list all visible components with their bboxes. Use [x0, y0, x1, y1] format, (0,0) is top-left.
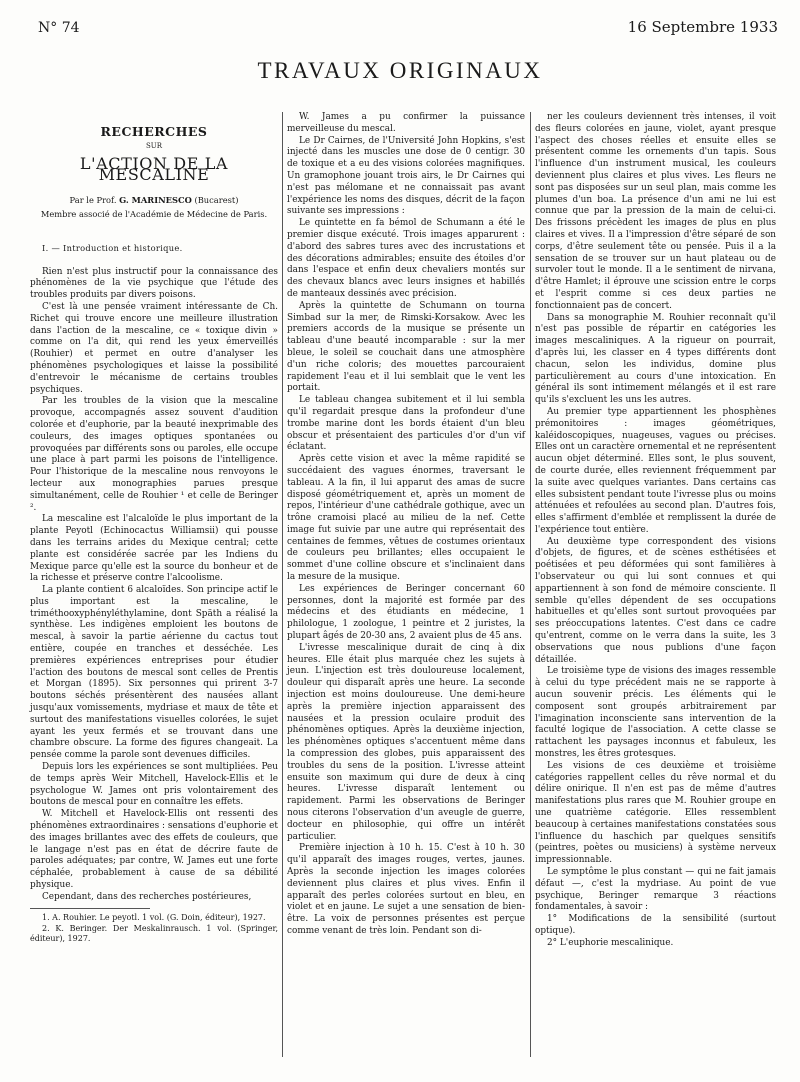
- article-title: L'ACTION DE LA MESCALINE: [79, 153, 229, 185]
- author-name: G. MARINESCO: [119, 195, 192, 206]
- col2-paras-item: Le tableau changea subitement et il lui sembla qu'il regardait presque dans la profondeur d'une trombe marine dont les bords étaient d'un bleu obscur et présentaient des particules d'or d'un vif éclatant.: [287, 395, 525, 453]
- col1-paras-item: W. Mitchell et Havelock-Ellis ont ressenti des phénomènes extraordinaires : sensations d'euphorie et des images brillantes avec des effets de couleurs, que le langage n'est pas en état de décrire faute de paroles adéquates; par contre, W. James eut une forte céphalée, probablement à cause de sa débilité physique.: [30, 809, 278, 891]
- col3-paras-item: Le troisième type de visions des images ressemble à celui du type précédent mais ne se rapporte à aucun souvenir précis. Les éléments qui le composent sont groupés arbitrairement par l'imagination inconsciente sans intervention de la faculté logique de l'association. A cette classe se rattachent les paysages inconnus et fabuleux, les monstres, les êtres grotesques.: [535, 666, 776, 760]
- col2-paras-item: Le quintette en fa bémol de Schumann a été le premier disque exécuté. Trois images apparurent : d'abord des sabres tures avec des incrustations et des décorations admirables; ensuite des étoiles d'or dans l'espace et enfin deux chevaliers montés sur des chevaux blancs avec leurs insignes et habillés de manteaux dessinés avec précision.: [287, 218, 525, 299]
- col1-paras-item: Cependant, dans des recherches postérieures,: [42, 891, 252, 902]
- footnotes-item: 2. K. Beringer. Der Meskalinrausch. 1 vol. (Springer, éditeur), 1927.: [30, 923, 278, 943]
- column-2-paragraphs: [287, 112, 525, 938]
- issue-date: 16 Septembre 1933: [627, 18, 778, 36]
- footnotes-item: 1. A. Rouhier. Le peyotl. 1 vol. (G. Doin, éditeur), 1927.: [42, 913, 266, 922]
- column-rule-2: [530, 112, 531, 1057]
- col1-paras-item: Depuis lors les expériences se sont multipliées. Peu de temps après Weir Mitchell, Havelock-Ellis et le psychologue W. James ont pris volontairement des boutons de mescal pour en connaître les effets.: [30, 762, 278, 808]
- col1-paras-item: Par les troubles de la vision que la mescaline provoque, accompagnés assez souvent d'audition colorée et d'euphorie, par la beauté inexprimable des couleurs, des images optiques spontanées ou provoquées par différents sons ou paroles, elle occupe une place à part parmi les poisons de l'intelligence. Pour l'historique de la mescaline nous renvoyons le lecteur aux monographies parues presque simultanément, celle de Rouhier ¹ et celle de Beringer ².: [30, 396, 278, 513]
- col3-paras-item: 2° L'euphorie mescalinique.: [547, 937, 674, 948]
- col2-paras-item: Après cette vision et avec la même rapidité se succédaient des vagues énormes, traversant le tableau. A la fin, il lui apparut des amas de sucre disposé géométriquement et, après un moment de repos, l'intérieur d'une cathédrale gothique, avec un trône cramoisi placé au milieu de la nef. Cette image fut suivie par une autre qui représentait des centaines de femmes, vêtues de costumes orientaux de couleurs peu brillantes; elles occupaient le sommet d'une colline obscure et s'inclinaient dans la mesure de la musique.: [287, 454, 525, 583]
- col2-paras-item: Après la quintette de Schumann on tourna Simbad sur la mer, de Rimski-Korsakow. Avec les premiers accords de la musique se présente un tableau d'une beauté incomparable : sur la mer bleue, le soleil se couchait dans une atmosphère d'un riche coloris; des mouettes parcouraient rapidement l'eau et il lui semblait que le vent les portait.: [287, 300, 525, 394]
- col3-paras-item: Dans sa monographie M. Rouhier reconnaît qu'il n'est pas possible de répartir en catégories les images mescaliniques. A la rigueur on pourrait, d'après lui, les classer en 4 types différents dont chacun, selon les individus, domine plus particulièrement au cours d'une intoxication. En général ils sont intimement mélangés et il est rare qu'ils s'excluent les uns les autres.: [535, 312, 776, 406]
- col1-paras-item: La plante contient 6 alcaloïdes. Son principe actif le plus important est la mescaline, le triméthooxyphényléthylamine, dont Späth a réalisé la synthèse. Les indigènes emploient les boutons de mescal, à savoir la partie aérienne du cactus tout entière, coupée en tranches et desséchée. Les premières expériences entreprises pour étudier l'action des boutons de mescal sont celles de Prentis et Morgan (1895). Six personnes qui prirent 3-7 boutons séchés présentèrent des nausées allant jusqu'aux vomissements, mydriase et maux de tête et surtout des manifestations visuelles colorées, le sujet ayant les yeux fermés et se trouvant dans une chambre obscure. La forme des figures changeait. La pensée comme la parole sont devenues difficiles.: [30, 585, 278, 761]
- article-sur: SUR: [146, 141, 162, 150]
- col3-paras-item: Au deuxième type correspondent des visions d'objets, de figures, et de scènes esthétisées et poétisées et peu déformées qui sont familières à l'observateur ou qui lui sont connues et qui appartiennent à son fond de mémoire consciente. Il semble qu'elles dépendent de ses occupations habituelles et qu'elles sont surtout provoquées par ses préoccupations latentes. C'est dans ce cadre qu'entrent, comme on le verra dans la suite, les 3 observations que nous publions d'une façon détaillée.: [535, 536, 776, 665]
- footnote-rule: [30, 908, 150, 909]
- col1-paras-item: C'est là une pensée vraiment intéressante de Ch. Richet qui trouve encore une meilleure illustration dans l'action de la mescaline, ce « toxique divin » comme on l'a dit, qui rend les yeux émerveillés (Rouhier) et permet en outre d'analyser les phénomènes psychologiques et laisse la possibilité d'entrevoir le mécanisme de certains troubles psychiques.: [30, 301, 278, 395]
- column-1-body: [30, 126, 278, 902]
- col2-paras-item: Première injection à 10 h. 15. C'est à 10 h. 30 qu'il apparaît des images rouges, vertes, jaunes. Après la seconde injection les images colorées deviennent plus claires et plus vives. Enfin il apparaît des perles colorées surtout en bleu, en violet et en jaune. Le sujet a une sensation de bien-être. La voix de personnes présentes est perçue comme venant de très loin. Pendant son di-: [287, 843, 525, 936]
- col3-paras-item: Les visions de ces deuxième et troisième catégories rappellent celles du rêve normal et du délire onirique. Il n'en est pas de même d'autres manifestations plus rares que M. Rouhier groupe en une quatrième catégorie. Elles ressemblent beaucoup à certaines manifestations constatées sous l'influence du haschich par quelques sensitifs (peintres, poètes ou musiciens) à système nerveux impressionnable.: [535, 760, 776, 866]
- column-2: [287, 112, 525, 938]
- column-1-paragraphs: [30, 267, 278, 904]
- section-title: TRAVAUX ORIGINAUX: [257, 58, 543, 83]
- author-prefix: Par le Prof.: [69, 195, 117, 206]
- col2-paras-item: Les expériences de Beringer concernant 60 personnes, dont la majorité est formée par des médecins et des étudiants en médecine, 1 philologue, 1 zoologue, 1 peintre et 2 juristes, la plupart âgés de 20-30 ans, 2 avaient plus de 45 ans.: [287, 583, 525, 642]
- page-number: N° 74: [38, 20, 80, 36]
- column-rule-1: [282, 112, 283, 1057]
- footnotes: [30, 913, 278, 945]
- col1-paras-item: La mescaline est l'alcaloïde le plus important de la plante Peyotl (Echinocactus Williamsii) qui pousse dans les terrains arides du Mexique central; cette plante est considérée sacrée par les Indiens du Mexique parce qu'elle est la source du bonheur et de la richesse et préserve contre l'alcoolisme.: [30, 514, 278, 584]
- column-3: [535, 112, 776, 950]
- col2-paras-item: L'ivresse mescalinique durait de cinq à dix heures. Elle était plus marquée chez les sujets à jeun. L'injection est très douloureuse localement, douleur qui disparaît après une heure. La seconde injection est moins douloureuse. Une demi-heure après la première injection apparaissent des nausées et la pression oculaire produit des phénomènes optiques. Après la deuxième injection, les phénomènes optiques s'accentuent même dans la compression des globes, puis apparaissent des troubles du sens de la position. L'ivresse atteint ensuite son maximum qui dure de deux à cinq heures. L'ivresse disparaît lentement ou rapidement. Parmi les observations de Beringer nous citerons l'observation d'un aveugle de guerre, docteur en philosophie, qui offre un intérêt particulier.: [287, 642, 525, 842]
- col3-paras-item: ner les couleurs deviennent très intenses, il voit des fleurs colorées en jaune, violet, ayant presque l'aspect des choses réelles et ensuite elles se présentent comme les ornements d'un tapis. Sous l'influence d'un instrument musical, les couleurs deviennent plus claires et plus vives. Les fleurs ne sont pas disposées sur un seul plan, mais comme les plumes d'un boa. La présence d'un ami ne lui est connue que par la pression de la main de celui-ci. Des frissons précèdent les images de plus en plus claires et vives. Il a l'impression d'être séparé de son corps, d'être seulement tête ou pensée. Puis il a la sensation de se trouver sur un haut plateau ou de survoler tout le monde. Il a le sentiment de nirvana, d'être Hamlet; il éprouve une scission entre le corps et l'esprit comme si ces deux parties ne fonctionnaient pas de concert.: [535, 112, 776, 311]
- section-heading: I. — Introduction et historique.: [42, 242, 183, 253]
- author-city: (Bucarest): [194, 195, 239, 206]
- col3-paras-item: 1° Modifications de la sensibilité (surtout optique).: [535, 914, 776, 936]
- column-3-paragraphs: [535, 112, 776, 950]
- column-1: [30, 112, 278, 945]
- col2-paras-item: Le Dr Cairnes, de l'Université John Hopkins, s'est injecté dans les muscles une dose de 0 centigr. 30 de toxique et a eu des visions colorées magnifiques. Un gramophone jouant trois airs, le Dr Cairnes qui n'est pas mélomane et ne connaissait pas avant l'expérience les noms des disques, décrit de la façon suivante ses impressions :: [287, 135, 525, 217]
- col1-paras-item: Rien n'est plus instructif pour la connaissance des phénomènes de la vie psychique que l'étude des troubles produits par divers poisons.: [30, 266, 278, 301]
- author-affiliation: Membre associé de l'Académie de Médecine de Paris.: [40, 208, 268, 219]
- col3-paras-item: Au premier type appartiennent les phosphènes prémonitoires : images géométriques, kaléidoscopiques, nuageuses, vagues ou précises. Elles ont un caractère ornemental et ne représentent aucun objet déterminé. Elles sont, le plus souvent, de courte durée, elles reviennent fréquemment par la suite avec quelques variantes. Dans certains cas elles subsistent pendant toute l'ivresse plus ou moins atténuées et refoulées au second plan. D'autres fois, elles s'affirment d'emblée et remplissent la durée de l'expérience tout entière.: [535, 406, 776, 535]
- article-author: [30, 195, 278, 207]
- col2-paras-item: W. James a pu confirmer la puissance merveilleuse du mescal.: [287, 112, 525, 134]
- col3-paras-item: Le symptôme le plus constant — qui ne fait jamais défaut —, c'est la mydriase. Au point de vue psychique, Beringer remarque 3 réactions fondamentales, à savoir :: [535, 867, 776, 913]
- article-kicker: RECHERCHES: [100, 124, 208, 139]
